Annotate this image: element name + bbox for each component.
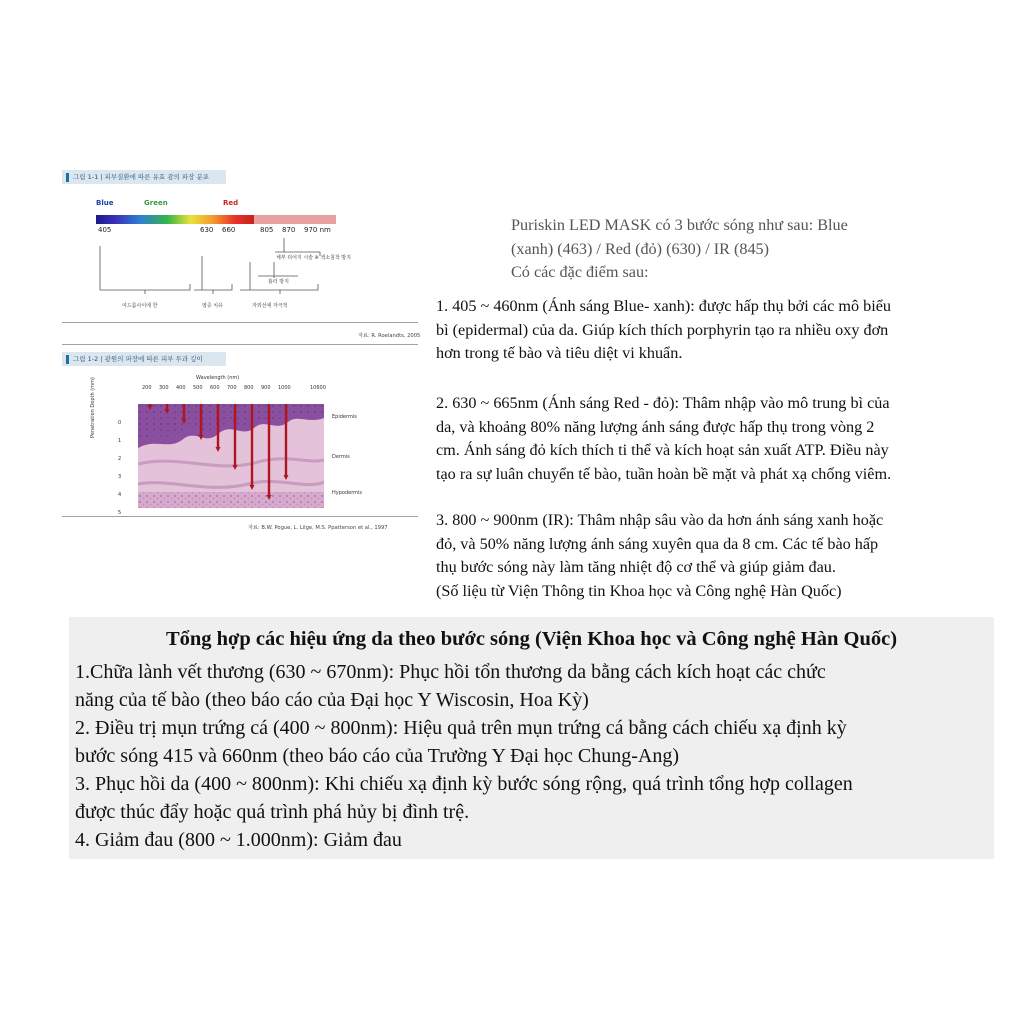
point-line: da, và khoảng 80% năng lượng ánh sáng được hấp thụ trong vòng 2 — [436, 417, 875, 436]
source-note: (Số liệu từ Viện Thông tin Khoa học và Công nghệ Hàn Quốc) — [436, 581, 842, 600]
red-label: Red — [223, 199, 239, 207]
wavelength-axis-label: Wavelength (nm) — [196, 375, 240, 381]
divider — [62, 322, 418, 323]
point-line: hơn trong tế bào và tiêu diệt vi khuẩn. — [436, 344, 683, 362]
treatment-label-3: 여드름사이에 한 — [122, 303, 158, 309]
layer-label-hypodermis: Hypodermis — [332, 490, 363, 496]
depth-tick: 2 — [118, 456, 122, 462]
point-line: 3. 800 ~ 900nm (IR): Thâm nhập sâu vào da hơn ánh sáng xanh hoặc — [436, 511, 884, 529]
tick-405: 405 — [98, 226, 112, 234]
point-line: thụ bước sóng này làm tăng nhiệt độ cơ thể và giúp giảm đau. — [436, 558, 836, 576]
point-line: tạo ra sự luân chuyển tế bào, tuần hoàn bề mặt và phát xạ chống viêm. — [436, 464, 892, 483]
point-line: bì (epidermal) của da. Giúp kích thích porphyrin tạo ra nhiều oxy đơn — [436, 320, 889, 339]
figure-2-source: 자료: B.W. Pogue, L. Lilge, M.S. Ppatterson et al., 1997 — [248, 525, 388, 531]
point-blue-light — [436, 295, 996, 366]
wavelength-tick: 900 — [261, 385, 271, 391]
point-line: cm. Ánh sáng đỏ kích thích ti thể và kích hoạt sản xuất ATP. Điều này — [436, 441, 889, 459]
y-axis-label: Penetration Depth (mm) — [90, 377, 96, 438]
figure-2-title-text: 그림 1-2 | 광원의 파장에 따른 피부 투과 깊이 — [73, 355, 203, 363]
visible-spectrum-bar — [96, 215, 254, 224]
treatment-label-4: 염증 치유 — [202, 303, 223, 309]
tick-805: 805 — [260, 226, 274, 234]
wavelength-tick: 300 — [159, 385, 169, 391]
summary-line: được thúc đẩy hoặc quá trình phá hủy bị đình trệ. — [75, 801, 470, 823]
summary-line: bước sóng 415 và 660nm (theo báo cáo của Trường Y Đại học Chung-Ang) — [75, 745, 680, 767]
wavelength-tick: 10600 — [310, 385, 326, 391]
depth-tick: 3 — [118, 474, 122, 480]
wavelength-tick: 600 — [210, 385, 220, 391]
layer-label-dermis: Dermis — [332, 454, 350, 460]
depth-tick: 1 — [118, 438, 122, 444]
depth-tick: 4 — [118, 492, 122, 498]
wavelength-tick: 800 — [244, 385, 254, 391]
treatment-label-5: 자외선에 자극적 — [252, 303, 288, 309]
wavelength-figure — [62, 168, 420, 544]
figure-1-title — [62, 170, 226, 184]
figure-2-title — [62, 352, 226, 366]
intro-line: Có các đặc điểm sau: — [511, 263, 649, 281]
wavelength-tick: 700 — [227, 385, 237, 391]
summary-line: 4. Giảm đau (800 ~ 1.000nm): Giảm đau — [75, 829, 402, 851]
layer-label-epidermis: Epidermis — [332, 414, 357, 420]
point-ir-light — [436, 509, 996, 603]
depth-tick: 0 — [118, 420, 122, 426]
tick-970: 970 nm — [304, 226, 331, 234]
green-label: Green — [144, 199, 168, 207]
skin-cross-section-image — [138, 404, 324, 508]
summary-title: Tổng hợp các hiệu ứng da theo bước sóng (Viện Khoa học và Công nghệ Hàn Quốc) — [165, 628, 898, 650]
point-line: 2. 630 ~ 665nm (Ánh sáng Red - đỏ): Thâm nhập vào mô trung bì của — [436, 394, 890, 412]
wavelength-tick: 500 — [193, 385, 203, 391]
summary-box — [69, 617, 994, 859]
tick-630: 630 — [200, 226, 214, 234]
wavelength-tick: 200 — [142, 385, 152, 391]
wavelength-tick: 400 — [176, 385, 186, 391]
tick-870: 870 — [282, 226, 296, 234]
figure-1-title-text: 그림 1-1 | 피부질환에 따른 유효 광의 파장 분포 — [73, 173, 210, 181]
skin-histology — [138, 404, 324, 508]
summary-line: 3. Phục hồi da (400 ~ 800nm): Khi chiếu xạ định kỳ bước sóng rộng, quá trình tổng hợp collagen — [75, 773, 853, 795]
intro-line: (xanh) (463) / Red (đỏ) (630) / IR (845) — [511, 239, 770, 258]
blue-label: Blue — [96, 199, 114, 207]
treatment-label-2: 흉터 방지 — [268, 279, 289, 285]
treatment-label-1: 체부 리어지 시술 ※ 색소침착 방지 — [276, 255, 351, 261]
depth-tick: 5 — [118, 510, 122, 516]
summary-line: năng của tế bào (theo báo cáo của Đại học Y Wiscosin, Hoa Kỳ) — [75, 689, 589, 711]
product-intro — [511, 214, 941, 285]
divider — [62, 344, 418, 345]
point-line: đỏ, và 50% năng lượng ánh sáng xuyên qua da 8 cm. Các tế bào hấp — [436, 534, 879, 553]
divider — [62, 516, 418, 517]
point-red-light — [436, 392, 996, 486]
intro-line: Puriskin LED MASK có 3 bước sóng như sau: Blue — [511, 216, 848, 234]
summary-line: 1.Chữa lành vết thương (630 ~ 670nm): Phục hồi tổn thương da bằng cách kích hoạt các chức — [75, 661, 826, 683]
figure-1-source: 자료: R. Roelandts, 2005 — [358, 333, 421, 339]
infrared-bar — [254, 215, 336, 224]
summary-line: 2. Điều trị mụn trứng cá (400 ~ 800nm): Hiệu quả trên mụn trứng cá bằng cách chiếu xạ định kỳ — [75, 717, 847, 739]
wavelength-tick: 1000 — [278, 385, 291, 391]
point-line: 1. 405 ~ 460nm (Ánh sáng Blue- xanh): được hấp thụ bởi các mô biểu — [436, 297, 891, 315]
tick-660: 660 — [222, 226, 236, 234]
